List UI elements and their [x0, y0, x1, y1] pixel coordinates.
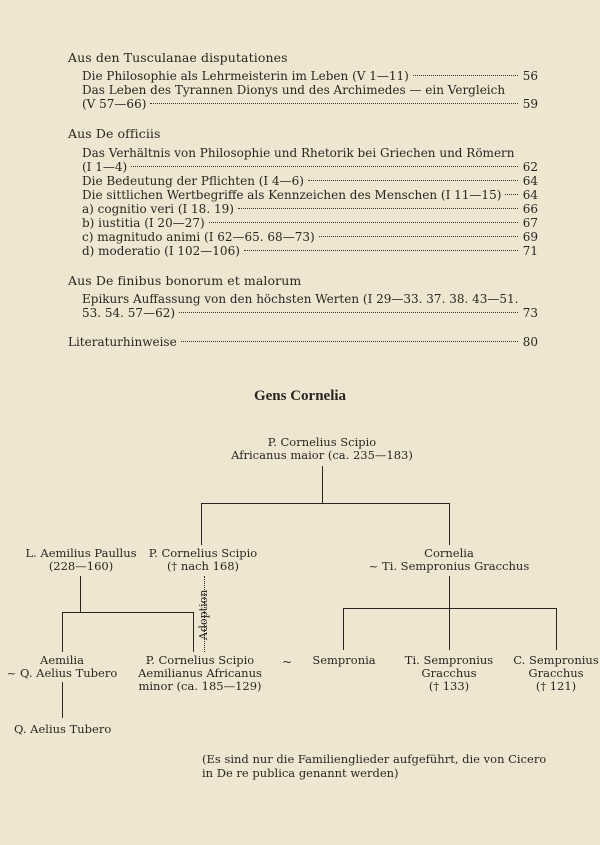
toc-entry — [82, 69, 538, 84]
toc-page-number: 62 — [522, 160, 538, 174]
toc-page-number: 69 — [522, 230, 538, 244]
person-detail: († nach 168) — [166, 559, 240, 573]
person-name: Ti. Sempronius — [404, 653, 494, 667]
section-title-tusculanae: Aus den Tusculanae disputationes — [68, 50, 288, 65]
tree-line — [62, 682, 63, 718]
toc-page-number: 66 — [522, 202, 538, 216]
tree-title: Gens Cornelia — [253, 388, 347, 404]
toc-entry — [82, 202, 538, 217]
person-gaius-gracchus — [512, 654, 600, 693]
person-tiberius-gracchus — [396, 654, 502, 693]
toc-entry-text: a) cognitio veri (I 18. 19) — [82, 202, 234, 216]
person-detail: Gracchus — [528, 666, 584, 680]
toc-entry-text: (I 1—4) — [82, 160, 128, 174]
toc-page-number: 56 — [522, 69, 538, 83]
tree-line — [193, 612, 194, 652]
toc-entry-text: Das Verhältnis von Philosophie und Rhetorik bei Griechen und Römern — [82, 146, 515, 160]
dot-leader — [181, 341, 518, 342]
toc-page-number: 71 — [522, 244, 538, 258]
toc-entry-text: c) magnitudo animi (I 62—65. 68—73) — [82, 230, 315, 244]
person-detail: Africanus maior (ca. 235—183) — [231, 448, 413, 462]
person-detail: († 133) — [428, 679, 470, 693]
toc-entry-text: 53. 54. 57—62) — [82, 306, 176, 320]
person-scipio-africanus-maior — [212, 436, 432, 462]
person-detail: ~ Q. Aelius Tubero — [6, 666, 118, 680]
toc-page-number: 80 — [522, 335, 538, 349]
toc-entry-text: Epikurs Auffassung von den höchsten Werten (I 29—33. 37. 38. 43—51. — [82, 292, 519, 306]
person-detail: († 121) — [535, 679, 577, 693]
toc-entry-text: Literaturhinweise — [68, 335, 177, 349]
tree-line — [80, 576, 81, 612]
toc-entry-text: Die Bedeutung der Pflichten (I 4—6) — [82, 174, 304, 188]
person-name: Sempronia — [312, 653, 376, 667]
toc-entry — [82, 306, 538, 321]
dot-leader — [238, 208, 518, 209]
dot-leader — [179, 312, 518, 313]
toc-entry-text: Die sittlichen Wertbegriffe als Kennzeichen des Menschen (I 11—15) — [82, 188, 502, 202]
toc-page-number: 59 — [522, 97, 538, 111]
dot-leader — [209, 222, 518, 223]
dot-leader — [150, 103, 518, 104]
tree-line — [62, 612, 194, 613]
tree-line — [201, 503, 202, 545]
section-title-officiis: Aus De officiis — [68, 126, 161, 141]
adoption-label: Adoption — [197, 589, 210, 640]
person-cornelia — [352, 547, 546, 573]
dot-leader — [308, 180, 518, 181]
tree-line — [449, 503, 450, 545]
toc-entry-text: Das Leben des Tyrannen Dionys und des Archimedes — ein Vergleich — [82, 83, 506, 97]
dot-leader — [413, 75, 518, 76]
toc-entry — [82, 230, 538, 245]
person-name: C. Sempronius — [513, 654, 599, 667]
tree-note — [202, 752, 546, 780]
person-scipio-son — [142, 547, 264, 573]
person-name: Q. Aelius Tubero — [14, 722, 112, 736]
person-aemilia — [4, 654, 120, 680]
marriage-tilde: ~ — [282, 655, 293, 669]
person-name: Aemilia — [40, 653, 84, 667]
toc-entry — [82, 244, 538, 259]
person-detail: minor (ca. 185—129) — [138, 679, 262, 693]
toc-entry-text: Die Philosophie als Lehrmeisterin im Leben (V 1—11) — [82, 69, 409, 83]
tree-line — [343, 608, 344, 650]
tree-line — [322, 466, 323, 504]
toc-entry — [82, 188, 538, 203]
person-name: P. Cornelius Scipio — [145, 653, 255, 667]
person-detail: (228—160) — [48, 559, 114, 573]
toc-entry — [82, 97, 538, 112]
person-detail: ~ Ti. Sempronius Gracchus — [368, 559, 530, 573]
toc-entry-text: b) iustitia (I 20—27) — [82, 216, 205, 230]
dot-leader — [505, 194, 518, 195]
person-name: P. Cornelius Scipio — [148, 546, 258, 560]
person-scipio-aemilianus — [134, 654, 266, 693]
toc-page-number: 73 — [522, 306, 538, 320]
toc-entry — [82, 174, 538, 189]
tree-line — [201, 503, 450, 504]
dot-leader — [244, 250, 518, 251]
toc-entry-text: (V 57—66) — [82, 97, 147, 111]
person-detail: Gracchus — [421, 666, 477, 680]
section-title-finibus: Aus De finibus bonorum et malorum — [68, 273, 302, 288]
person-name: L. Aemilius Paullus — [25, 546, 137, 560]
tree-line — [449, 576, 450, 609]
person-sempronia — [304, 654, 384, 667]
toc-entry-text: d) moderatio (I 102—106) — [82, 244, 240, 258]
person-name: Cornelia — [424, 546, 474, 560]
tree-line — [556, 608, 557, 650]
person-aelius-tubero — [14, 723, 111, 736]
toc-page-number: 67 — [522, 216, 538, 230]
dot-leader — [131, 166, 518, 167]
person-name: P. Cornelius Scipio — [267, 435, 377, 449]
dot-leader — [319, 236, 518, 237]
toc-page-number: 64 — [522, 174, 538, 188]
tree-line — [62, 612, 63, 652]
toc-entry — [82, 160, 538, 175]
toc-entry-literature — [68, 335, 538, 350]
toc-entry — [82, 216, 538, 231]
person-detail: Aemilianus Africanus — [138, 666, 262, 680]
tree-note-line: (Es sind nur die Familienglieder aufgeführt, die von Cicero — [202, 752, 547, 766]
tree-line — [449, 608, 450, 650]
person-aemilius-paullus — [16, 547, 146, 573]
toc-page-number: 64 — [522, 188, 538, 202]
tree-note-line: in De re publica genannt werden) — [202, 766, 399, 780]
